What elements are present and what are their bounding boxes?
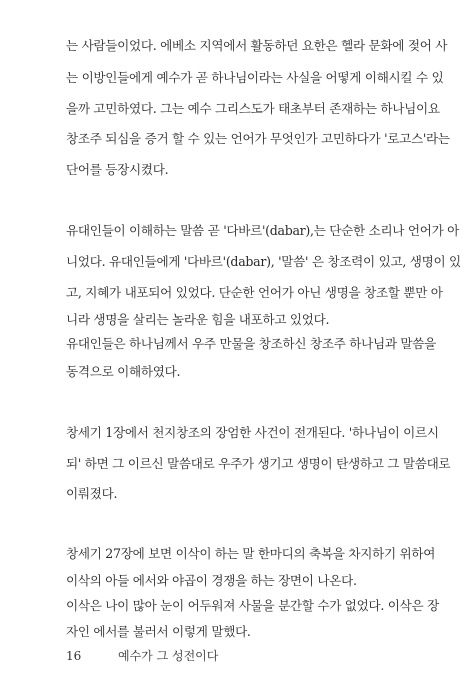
body-line: 창조주 되심을 증거 할 수 있는 언어가 무엇인가 고민하다가 '로고스'라는 [66, 131, 450, 146]
page-number: 16 [66, 649, 82, 663]
body-line: 단어를 등장시켰다. [66, 162, 169, 177]
body-line: 니었다. 유대인들에게 '다바르'(dabar), '말씀' 은 창조력이 있고, 생명이 있 [66, 254, 461, 269]
body-line: 동격으로 이해하였다. [66, 364, 181, 379]
body-line: 니라 생명을 살리는 놀라운 힘을 내포하고 있었다. [66, 312, 330, 327]
body-line: 이뤄졌다. [66, 486, 118, 501]
body-line: 창세기 27장에 보면 이삭이 하는 말 한마디의 축복을 차지하기 위하여 [66, 546, 436, 561]
body-line: 되' 하면 그 이르신 말씀대로 우주가 생기고 생명이 탄생하고 그 말씀대로 [66, 456, 451, 471]
body-line: 유대인들이 이해하는 말씀 곧 '다바르'(dabar),는 단순한 소리나 언어가 아 [66, 223, 460, 238]
body-line: 는 사람들이었다. 에베소 지역에서 활동하던 요한은 헬라 문화에 젖어 사 [66, 38, 448, 53]
running-title: 예수가 그 성전이다 [118, 649, 219, 663]
body-line: 을까 고민하였다. 그는 예수 그리스도가 태초부터 존재하는 하나님이요 [66, 101, 440, 116]
body-line: 는 이방인들에게 예수가 곧 하나님이라는 사실을 어떻게 이해시킬 수 있 [66, 70, 444, 85]
body-line: 창세기 1장에서 천지창조의 장엄한 사건이 전개된다. '하나님이 이르시 [66, 425, 439, 440]
body-line: 이삭의 아들 에서와 야곱이 경쟁을 하는 장면이 나온다. [66, 573, 357, 588]
body-line: 자인 에서를 불러서 이렇게 말했다. [66, 624, 251, 639]
body-line: 이삭은 나이 많아 눈이 어두워져 사물을 분간할 수가 없었다. 이삭은 장 [66, 598, 439, 613]
body-line: 유대인들은 하나님께서 우주 만물을 창조하신 창조주 하나님과 말씀을 [66, 336, 437, 351]
body-line: 고, 지혜가 내포되어 있었다. 단순한 언어가 아닌 생명을 창조할 뿐만 아 [66, 285, 443, 300]
